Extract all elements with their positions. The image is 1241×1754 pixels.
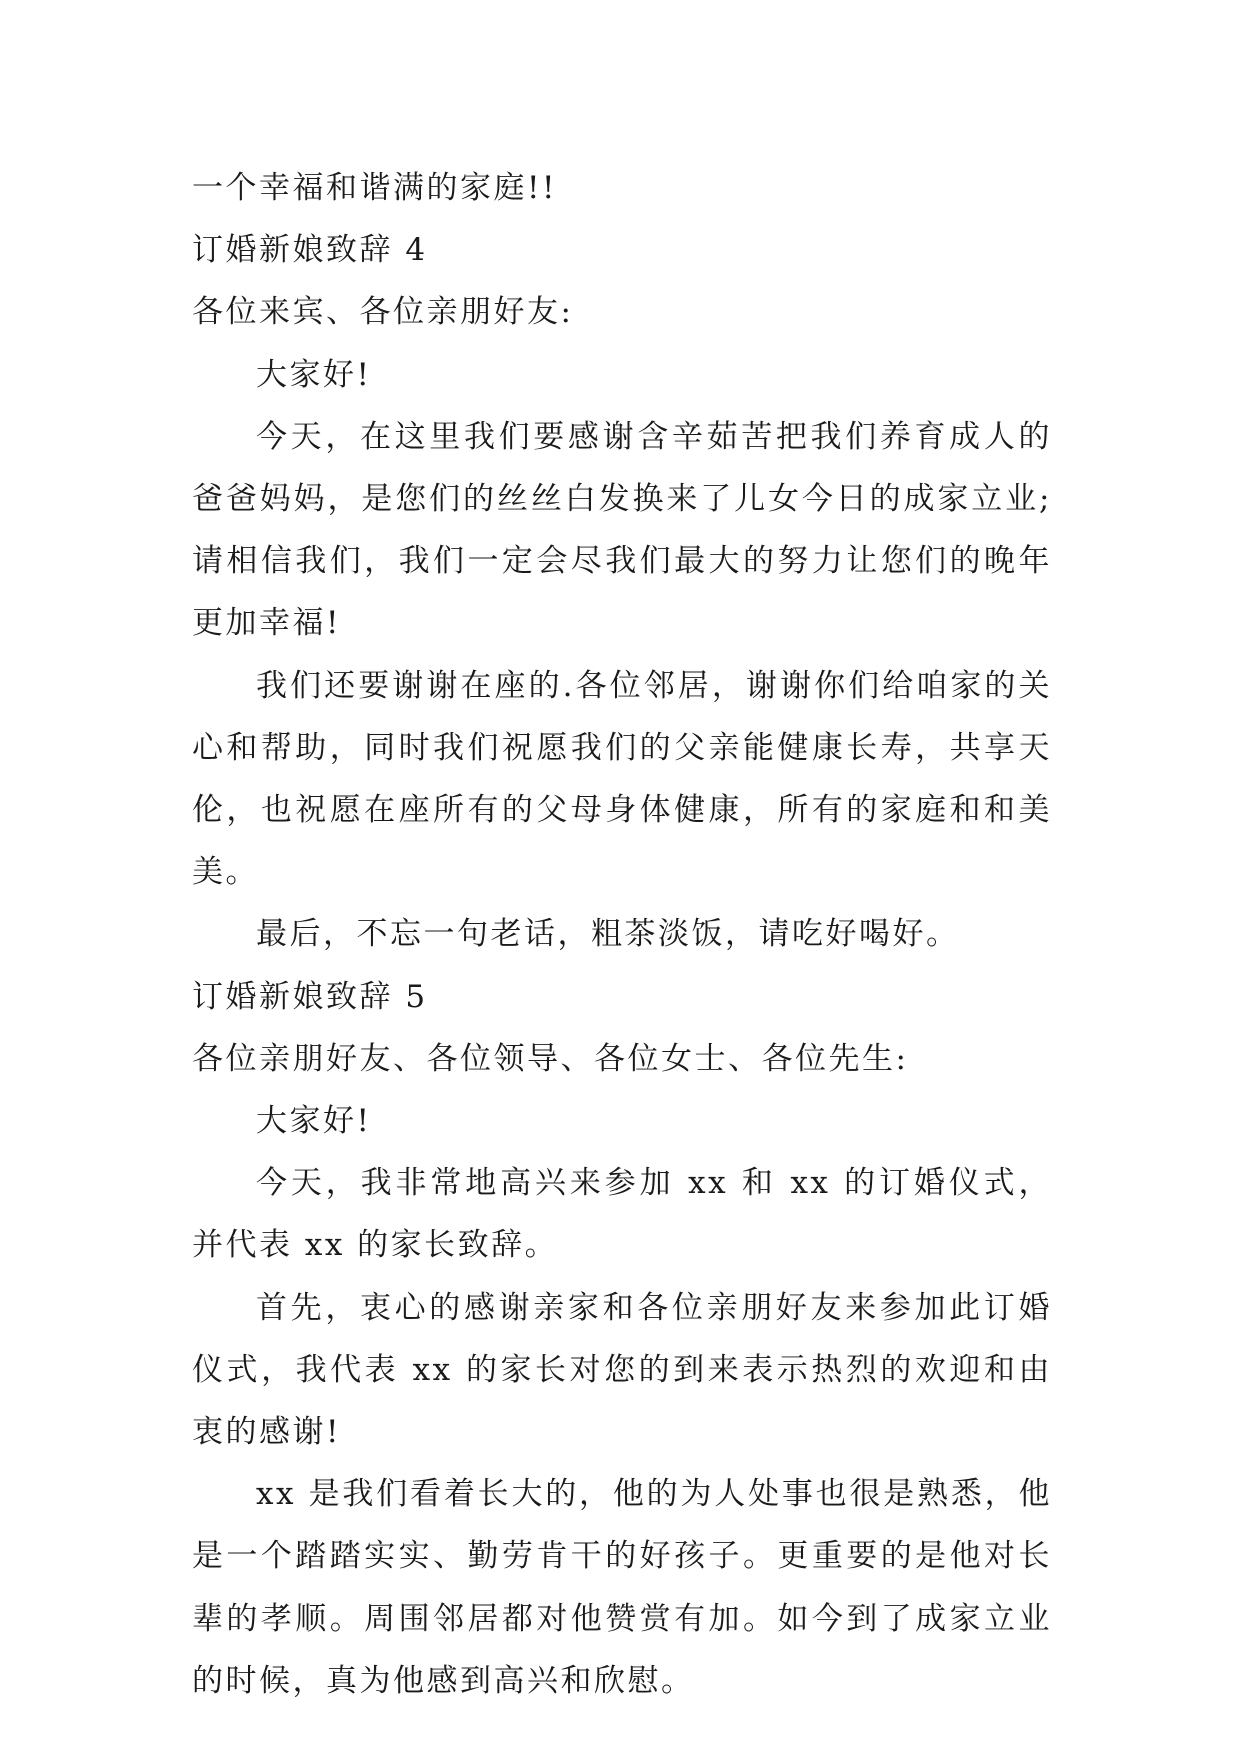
section-heading-4: 订婚新娘致辞 4 <box>192 232 428 269</box>
paragraph-closing-line: 一个幸福和谐满的家庭!! <box>192 170 557 206</box>
salutation: 各位来宾、各位亲朋好友: <box>192 294 574 331</box>
paragraph: 今天，我非常地高兴来参加 xx 和 xx 的订婚仪式，并代表 xx 的家长致辞。 <box>192 1165 1052 1264</box>
document-page <box>192 157 1052 1712</box>
paragraph: 首先，衷心的感谢亲家和各位亲朋好友来参加此订婚仪式，我代表 xx 的家长对您的到来表示热烈的欢迎和由衷的感谢! <box>192 1289 1052 1451</box>
paragraph: 我们还要谢谢在座的.各位邻居，谢谢你们给咱家的关心和帮助，同时我们祝愿我们的父亲能健康长寿，共享天伦，也祝愿在座所有的父母身体健康，所有的家庭和和美美。 <box>192 667 1052 891</box>
greeting: 大家好! <box>256 356 372 393</box>
section-heading-5: 订婚新娘致辞 5 <box>192 978 428 1015</box>
greeting: 大家好! <box>256 1103 372 1140</box>
paragraph: xx 是我们看着长大的，他的为人处事也很是熟悉，他是一个踏踏实实、勤劳肯干的好孩子。更重要的是他对长辈的孝顺。周围邻居都对他赞赏有加。如今到了成家立业的时候，真为他感到高兴和欣慰。 <box>192 1476 1052 1699</box>
paragraph: 最后，不忘一句老话，粗茶淡饭，请吃好喝好。 <box>256 916 960 953</box>
paragraph: 今天，在这里我们要感谢含辛茹苦把我们养育成人的爸爸妈妈，是您们的丝丝白发换来了儿女今日的成家立业;请相信我们，我们一定会尽我们最大的努力让您们的晚年更加幸福! <box>192 418 1052 642</box>
salutation: 各位亲朋好友、各位领导、各位女士、各位先生: <box>192 1040 909 1077</box>
